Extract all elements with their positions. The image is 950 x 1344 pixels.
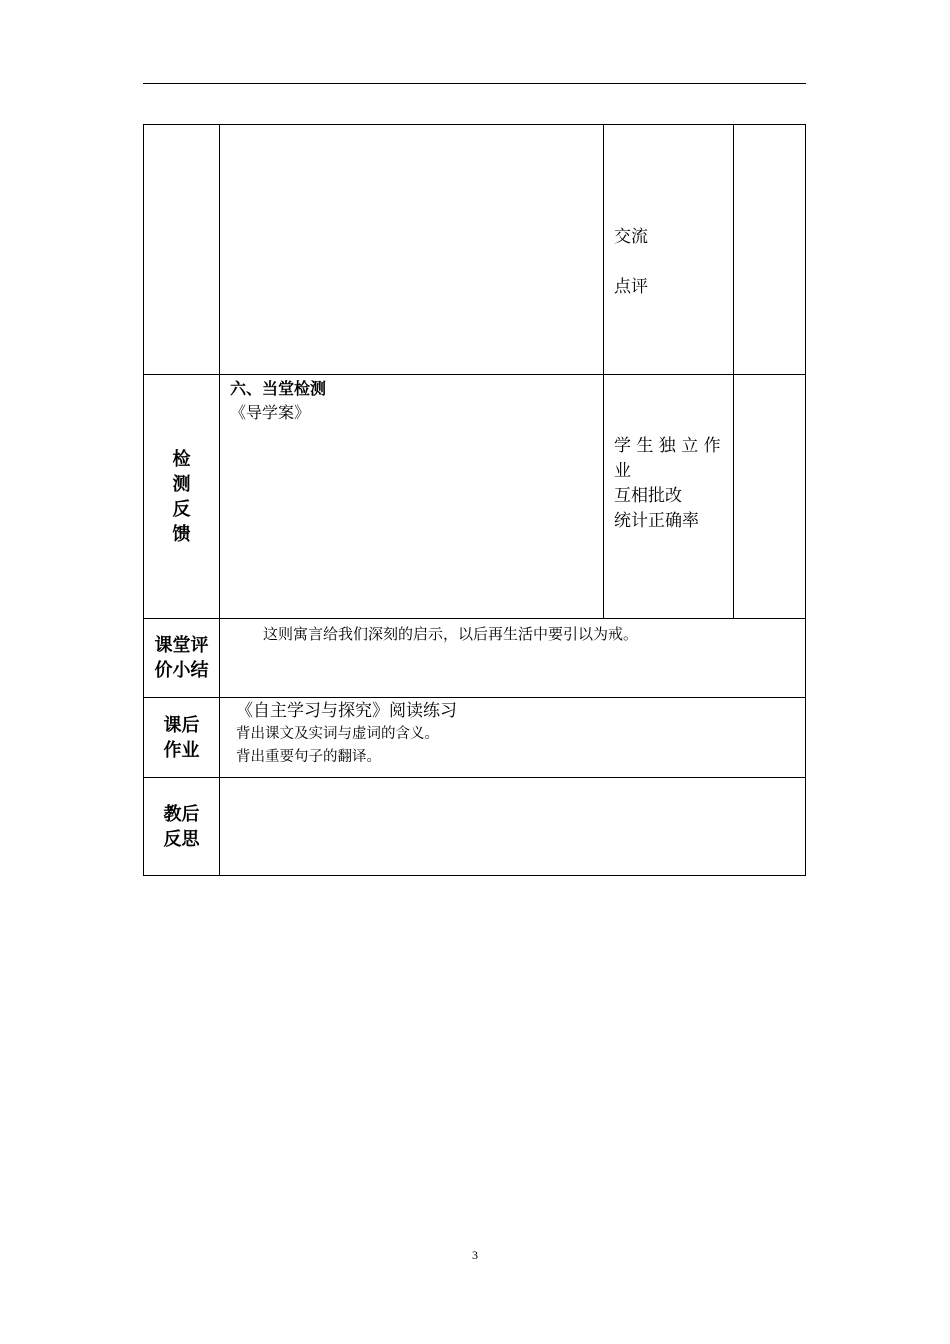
stage-label-cell [144, 125, 220, 375]
header-rule [143, 83, 806, 84]
content-cell [220, 125, 604, 375]
lesson-plan-table [143, 124, 806, 876]
method-line: 统计正确率 [614, 511, 699, 531]
method-line: 业 [614, 461, 631, 481]
method-line: 点评 [614, 277, 648, 297]
homework-list [236, 699, 457, 769]
method-line: 交流 [614, 227, 648, 247]
label-char: 测 [172, 473, 191, 495]
label-line: 作业 [163, 739, 200, 761]
method-line: 学 生 独 立 作 [614, 436, 721, 456]
note-cell [734, 125, 806, 375]
content-cell [220, 375, 604, 619]
table-row-reflection [144, 778, 806, 876]
stage-label-cell [144, 698, 220, 778]
method-text [614, 434, 721, 534]
label-line: 教后 [163, 803, 200, 825]
note-cell [734, 375, 806, 619]
reflection-content-cell [220, 778, 806, 876]
table-row-homework [144, 698, 806, 778]
homework-item: 背出课文及实词与虚词的含义。 [236, 726, 439, 742]
section-title: 六、当堂检测 [230, 379, 327, 398]
page-number: 3 [472, 1248, 478, 1262]
label-char: 检 [172, 448, 191, 470]
table-row-summary [144, 619, 806, 698]
label-line: 课后 [163, 714, 200, 736]
homework-item: 背出重要句子的翻译。 [236, 749, 381, 765]
method-text [614, 225, 648, 300]
table-row-feedback [144, 375, 806, 619]
stage-label-feedback [144, 447, 219, 547]
label-char: 馈 [172, 523, 191, 545]
method-cell [604, 125, 734, 375]
table-row-exchange [144, 125, 806, 375]
method-line: 互相批改 [614, 486, 682, 506]
homework-content-cell [220, 698, 806, 778]
homework-item: 《自主学习与探究》阅读练习 [236, 701, 457, 721]
stage-label-cell [144, 778, 220, 876]
stage-label-cell [144, 619, 220, 698]
content-line: 《导学案》 [230, 403, 311, 422]
stage-label-cell [144, 375, 220, 619]
summary-content-cell [220, 619, 806, 698]
label-char: 反 [172, 498, 191, 520]
label-line: 价小结 [154, 660, 209, 681]
label-line: 课堂评 [154, 635, 209, 656]
content-block [230, 377, 326, 425]
method-cell [604, 375, 734, 619]
summary-text: 这则寓言给我们深刻的启示，以后再生活中要引以为戒。 [263, 625, 639, 643]
label-line: 反思 [163, 828, 200, 850]
